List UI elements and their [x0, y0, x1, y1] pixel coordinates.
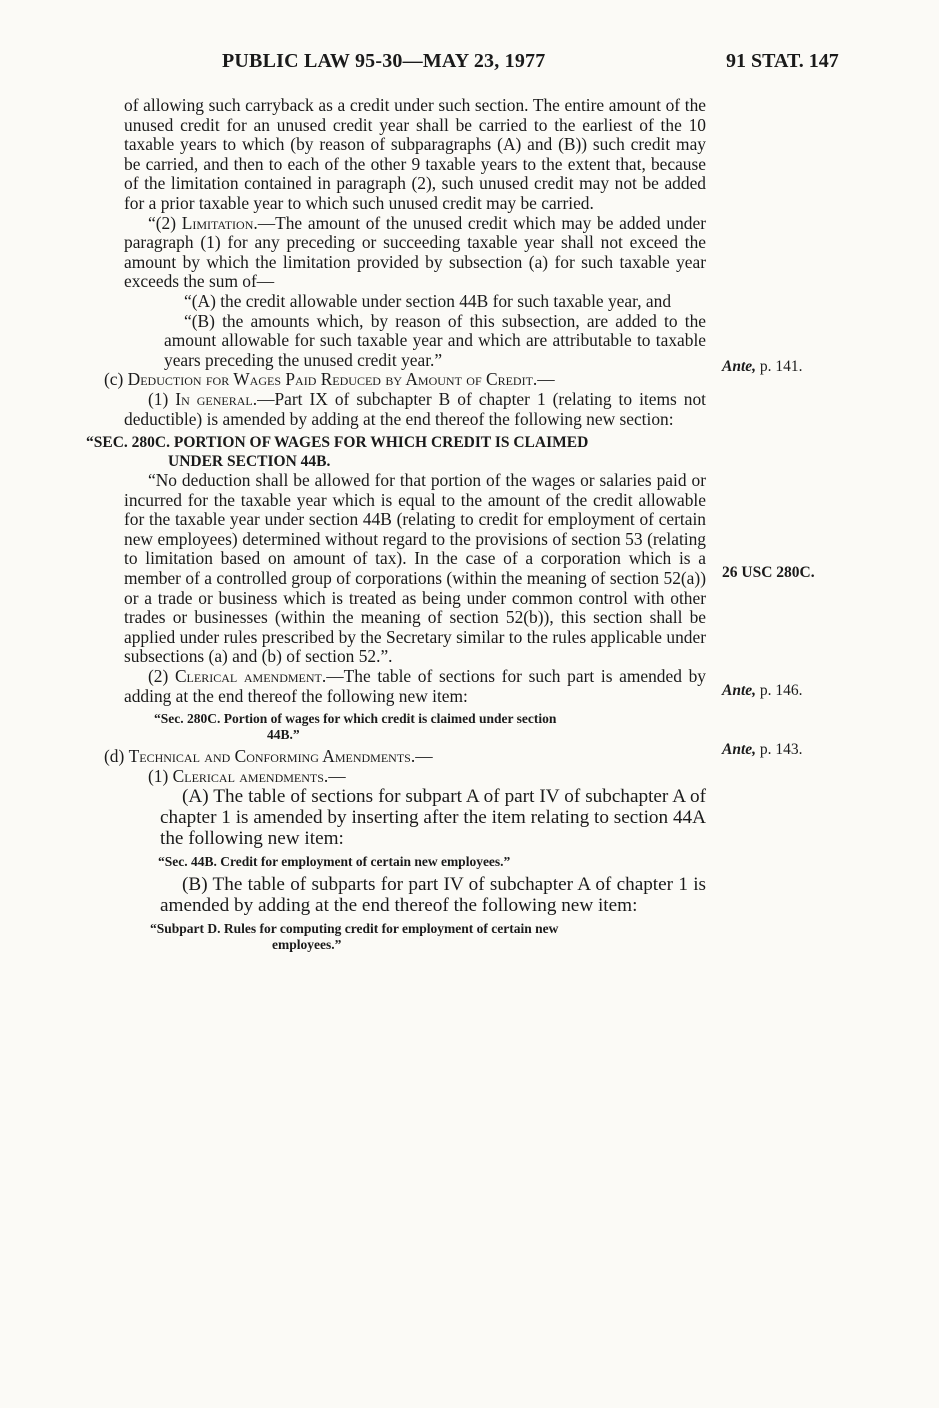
paragraph-clerical-amendments: (1) Clerical amendments.— — [148, 765, 346, 786]
heading-clerical-amendment: Clerical amendment. — [174, 666, 327, 687]
subparagraph-a-table: (A) The table of sections for subpart A of part IV of subchapter A of chapter 1 is amended by inserting after the item relating to section 44A the following new item: — [160, 786, 706, 850]
body-text — [86, 95, 706, 957]
subsection-c: (c) Deduction for Wages Paid Reduced by Amount of Credit.— — [104, 369, 555, 390]
subparagraph-b-table: (B) The table of subparts for part IV of subchapter A of chapter 1 is amended by adding at the end thereof the following new item: — [160, 874, 706, 917]
margin-note-usc-280c: 26 USC 280C. — [722, 564, 815, 581]
section-280c-text: “No deduction shall be allowed for that portion of the wages or salaries paid or incurred for the taxable year which is equal to the amount of the credit allowable for the taxable year under section 44B (relating to credit for employment of certain new employees) determined without regard to the provisions of section 53 (relating to limitation based on amount of tax). In the case of a corporation which is a member of a controlled group of corporations (within the meaning of section 52(a)) or a trade or business which is treated as being under common control with other trades or businesses (within the meaning of section 52(b)), this section shall be applied under rules prescribed by the Secretary similar to the rules applicable under subsections (a) and (b) of section 52.”. — [124, 470, 706, 667]
subparagraph-b: “(B) the amounts which, by reason of this subsection, are added to the amount allowable for such taxable year and which are attributable to taxable years preceding the unused credit year.” — [164, 310, 706, 370]
paragraph-limitation: “(2) Limitation.—The amount of the unused credit which may be added under paragraph (1) for any preceding or succeeding taxable year shall not exceed the amount by which the limitation provided by subsection (a) for such taxable year exceeds the sum of— — [124, 212, 706, 292]
margin-note-ante-146: Ante, p. 146. — [722, 682, 803, 699]
paragraph-carryback: of allowing such carryback as a credit under such section. The entire amount of the unused credit for an unused credit year shall be carried to the earliest of the 10 taxable years to which (by reason of subparagraphs (A) and (B)) such credit may be carried, and then to each of the other 9 taxable years to the extent that, because of the limitation contained in paragraph (2), such unused credit may not be added for a prior taxable year to which such unused credit may be carried. — [124, 95, 706, 213]
heading-clerical-amendments: Clerical amendments. — [172, 765, 329, 786]
heading-deduction: Deduction for Wages Paid Reduced by Amount of Credit. — [127, 369, 538, 390]
table-item-44b: “Sec. 44B. Credit for employment of certain new employees.” — [158, 854, 511, 870]
heading-technical: Technical and Conforming Amendments. — [128, 746, 416, 767]
section-heading-280c: “SEC. 280C. PORTION OF WAGES FOR WHICH CREDIT IS CLAIMED UNDER SECTION 44B. — [86, 434, 589, 471]
table-item-280c: “Sec. 280C. Portion of wages for which credit is claimed under section 44B.” — [154, 711, 557, 743]
paragraph-in-general: (1) In general.—Part IX of subchapter B of chapter 1 (relating to items not deductible) is amended by adding at the end thereof the following new section: — [124, 388, 706, 429]
margin-note-ante-143: Ante, p. 143. — [722, 741, 803, 758]
heading-limitation: Limitation. — [181, 212, 258, 233]
heading-in-general: In general. — [175, 388, 258, 409]
margin-note-ante-141: Ante, p. 141. — [722, 358, 803, 375]
statute-page-number: 91 STAT. 147 — [726, 50, 839, 72]
page-title: PUBLIC LAW 95-30—MAY 23, 1977 — [222, 50, 546, 72]
subsection-d: (d) Technical and Conforming Amendments.— — [104, 746, 433, 767]
subparagraph-a: “(A) the credit allowable under section 44B for such taxable year, and — [184, 290, 672, 311]
table-item-subpart-d: “Subpart D. Rules for computing credit for employment of certain new employees.” — [150, 921, 559, 953]
paragraph-clerical-amendment: (2) Clerical amendment.—The table of sections for such part is amended by adding at the end thereof the following new item: — [124, 666, 706, 706]
